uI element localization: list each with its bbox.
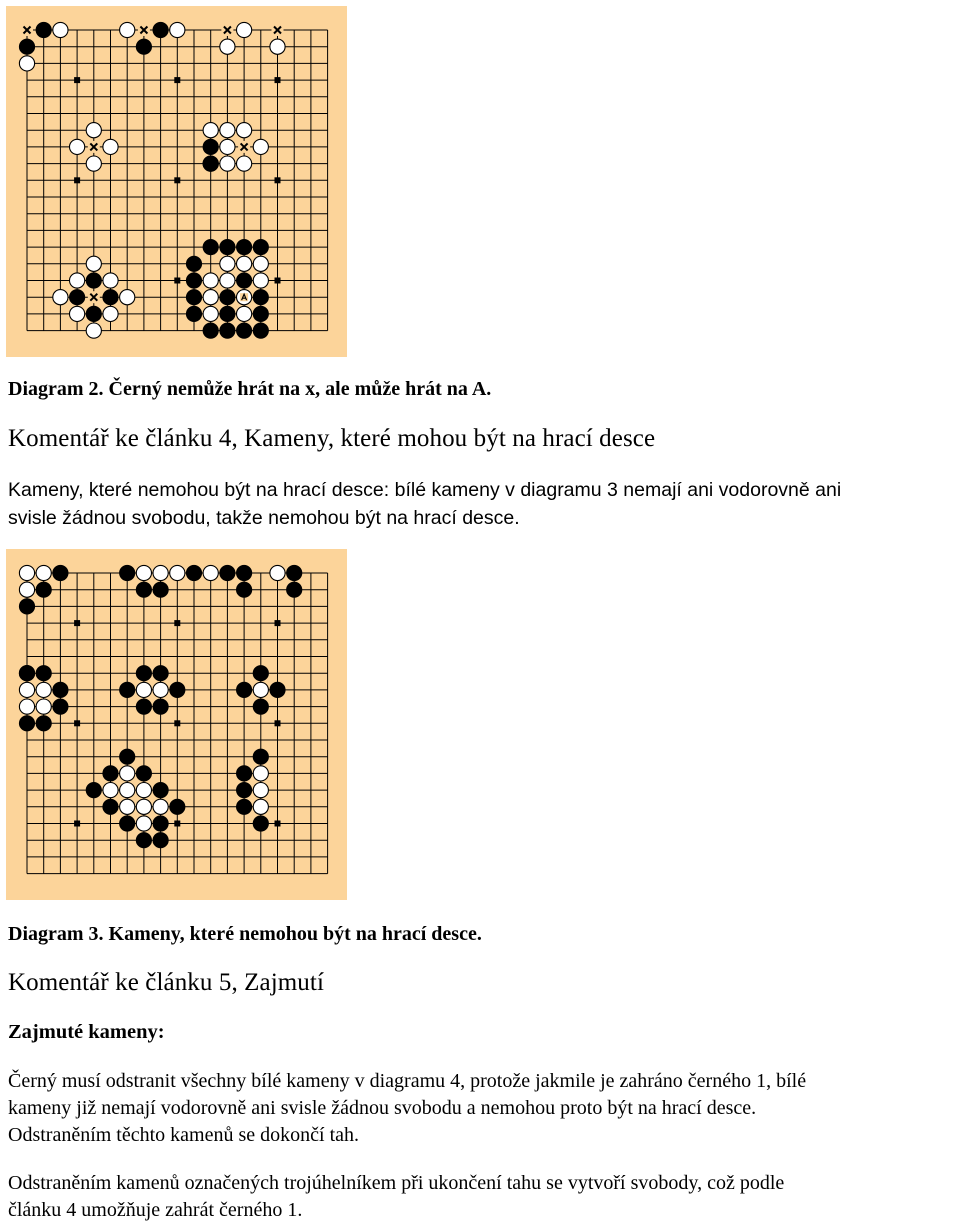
white-stone [237, 306, 252, 321]
black-stone [136, 699, 151, 714]
black-stone [220, 323, 235, 338]
black-stone [19, 599, 34, 614]
white-stone [19, 565, 34, 580]
diagram-3-caption: Diagram 3. Kameny, které nemohou být na hrací desce. [8, 923, 482, 945]
white-stone [253, 783, 268, 798]
black-stone [19, 666, 34, 681]
white-stone [136, 783, 151, 798]
white-stone [19, 682, 34, 697]
white-stone [153, 799, 168, 814]
x-mark [238, 141, 250, 153]
star-point [275, 720, 281, 726]
white-stone [153, 682, 168, 697]
star-point [74, 77, 80, 83]
black-stone [136, 833, 151, 848]
star-point [174, 278, 180, 284]
x-mark [221, 24, 233, 36]
white-stone [19, 582, 34, 597]
black-stone [36, 666, 51, 681]
black-stone [170, 799, 185, 814]
black-stone [36, 716, 51, 731]
black-stone [36, 582, 51, 597]
black-stone [120, 749, 135, 764]
black-stone [186, 565, 201, 580]
black-stone [186, 273, 201, 288]
white-stone [53, 22, 68, 37]
white-stone [237, 22, 252, 37]
paragraph-1-line-2: svisle žádnou svobodu, takže nemohou být na hrací desce. [8, 507, 520, 529]
white-stone [120, 290, 135, 305]
black-stone [237, 682, 252, 697]
white-stone [253, 139, 268, 154]
white-stone [220, 123, 235, 138]
white-stone [86, 156, 101, 171]
star-point [174, 720, 180, 726]
white-stone [53, 290, 68, 305]
black-stone [153, 582, 168, 597]
x-mark [88, 291, 100, 303]
black-stone [270, 682, 285, 697]
white-stone [70, 306, 85, 321]
paragraph-1-line-1: Kameny, které nemohou být na hrací desce: bílé kameny v diagramu 3 nemají ani vodorovně ani [8, 479, 842, 501]
white-stone [203, 306, 218, 321]
star-point [74, 177, 80, 183]
black-stone [120, 816, 135, 831]
black-stone [170, 682, 185, 697]
black-stone [136, 39, 151, 54]
black-stone [53, 565, 68, 580]
white-stone [36, 699, 51, 714]
white-stone [36, 565, 51, 580]
black-stone [220, 290, 235, 305]
white-stone [103, 306, 118, 321]
white-stone [136, 682, 151, 697]
black-stone [237, 240, 252, 255]
star-point [275, 821, 281, 827]
star-point [174, 821, 180, 827]
black-stone [19, 716, 34, 731]
black-stone [203, 240, 218, 255]
white-stone [170, 22, 185, 37]
black-stone [136, 766, 151, 781]
black-stone [53, 699, 68, 714]
black-stone [186, 290, 201, 305]
black-stone [86, 273, 101, 288]
black-stone [136, 666, 151, 681]
black-stone [253, 666, 268, 681]
star-point [74, 720, 80, 726]
black-stone [253, 306, 268, 321]
black-stone [237, 783, 252, 798]
white-stone [120, 799, 135, 814]
white-stone [237, 256, 252, 271]
black-stone [186, 256, 201, 271]
white-stone [136, 816, 151, 831]
white-stone [220, 39, 235, 54]
black-stone [237, 565, 252, 580]
star-point [174, 177, 180, 183]
black-stone [103, 799, 118, 814]
star-point [275, 620, 281, 626]
black-stone [237, 766, 252, 781]
white-stone [120, 22, 135, 37]
black-stone [203, 139, 218, 154]
white-stone [120, 783, 135, 798]
white-stone [103, 273, 118, 288]
paragraph-3-line-1: Odstraněním kamenů označených trojúhelníkem při ukončení tahu se vytvoří svobody, což podle [8, 1172, 785, 1194]
white-stone [253, 766, 268, 781]
white-stone [270, 39, 285, 54]
x-mark [88, 141, 100, 153]
black-stone [186, 306, 201, 321]
white-stone [103, 139, 118, 154]
star-point [275, 177, 281, 183]
white-stone [220, 273, 235, 288]
white-stone [220, 156, 235, 171]
white-stone [253, 799, 268, 814]
black-stone [153, 22, 168, 37]
subheading-captured-stones: Zajmuté kameny: [8, 1021, 165, 1043]
white-stone [120, 766, 135, 781]
black-stone [103, 290, 118, 305]
black-stone [237, 799, 252, 814]
white-stone [86, 323, 101, 338]
white-stone [203, 123, 218, 138]
white-stone [86, 256, 101, 271]
black-stone [203, 323, 218, 338]
black-stone [153, 699, 168, 714]
white-stone [19, 56, 34, 71]
white-stone [237, 123, 252, 138]
white-stone [203, 565, 218, 580]
black-stone [153, 783, 168, 798]
black-stone [237, 323, 252, 338]
heading-article-4: Komentář ke článku 4, Kameny, které mohou být na hrací desce [8, 425, 656, 452]
black-stone [120, 565, 135, 580]
black-stone [86, 783, 101, 798]
white-stone [136, 565, 151, 580]
star-point [174, 620, 180, 626]
black-stone [287, 565, 302, 580]
white-stone [86, 123, 101, 138]
white-stone [70, 139, 85, 154]
paragraph-2-line-2: kameny již nemají vodorovně ani svisle žádnou svobodu a nemohou proto být na hrací desce. [8, 1097, 757, 1119]
black-stone [253, 816, 268, 831]
black-stone [203, 156, 218, 171]
black-stone [120, 682, 135, 697]
paragraph-2-line-3: Odstraněním těchto kamenů se dokončí tah. [8, 1124, 360, 1146]
x-mark [138, 24, 150, 36]
white-stone [253, 273, 268, 288]
star-point [74, 821, 80, 827]
white-stone [220, 139, 235, 154]
black-stone [53, 682, 68, 697]
white-stone [153, 565, 168, 580]
black-stone [253, 240, 268, 255]
white-stone [253, 682, 268, 697]
white-stone [36, 682, 51, 697]
black-stone [70, 290, 85, 305]
star-point [174, 77, 180, 83]
x-mark [272, 24, 284, 36]
paragraph-2-line-1: Černý musí odstranit všechny bílé kameny v diagramu 4, protože jakmile je zahráno černého 1, bílé [8, 1070, 807, 1092]
x-mark [21, 24, 33, 36]
star-point [74, 620, 80, 626]
black-stone [19, 39, 34, 54]
white-stone [70, 273, 85, 288]
black-stone [253, 290, 268, 305]
black-stone [153, 666, 168, 681]
black-stone [136, 582, 151, 597]
black-stone [153, 816, 168, 831]
white-stone [203, 273, 218, 288]
go-board-diagram-2 [6, 6, 347, 357]
black-stone [103, 766, 118, 781]
white-stone [136, 799, 151, 814]
black-stone [287, 582, 302, 597]
black-stone [86, 306, 101, 321]
black-stone [237, 273, 252, 288]
black-stone [36, 22, 51, 37]
black-stone [253, 699, 268, 714]
white-stone [203, 290, 218, 305]
black-stone [220, 240, 235, 255]
paragraph-3-line-2: článku 4 umožňuje zahrát černého 1. [8, 1199, 303, 1221]
black-stone [220, 306, 235, 321]
diagram-2-caption: Diagram 2. Černý nemůže hrát na x, ale může hrát na A. [8, 378, 492, 400]
white-stone [103, 783, 118, 798]
black-stone [253, 749, 268, 764]
white-stone [220, 256, 235, 271]
white-stone [270, 565, 285, 580]
star-point [275, 278, 281, 284]
white-stone [19, 699, 34, 714]
heading-article-5: Komentář ke článku 5, Zajmutí [8, 969, 324, 996]
white-stone [253, 256, 268, 271]
white-stone [237, 156, 252, 171]
black-stone [220, 565, 235, 580]
star-point [275, 77, 281, 83]
go-board-diagram-3 [6, 549, 347, 900]
black-stone [153, 833, 168, 848]
black-stone [253, 323, 268, 338]
white-stone [170, 565, 185, 580]
black-stone [237, 582, 252, 597]
